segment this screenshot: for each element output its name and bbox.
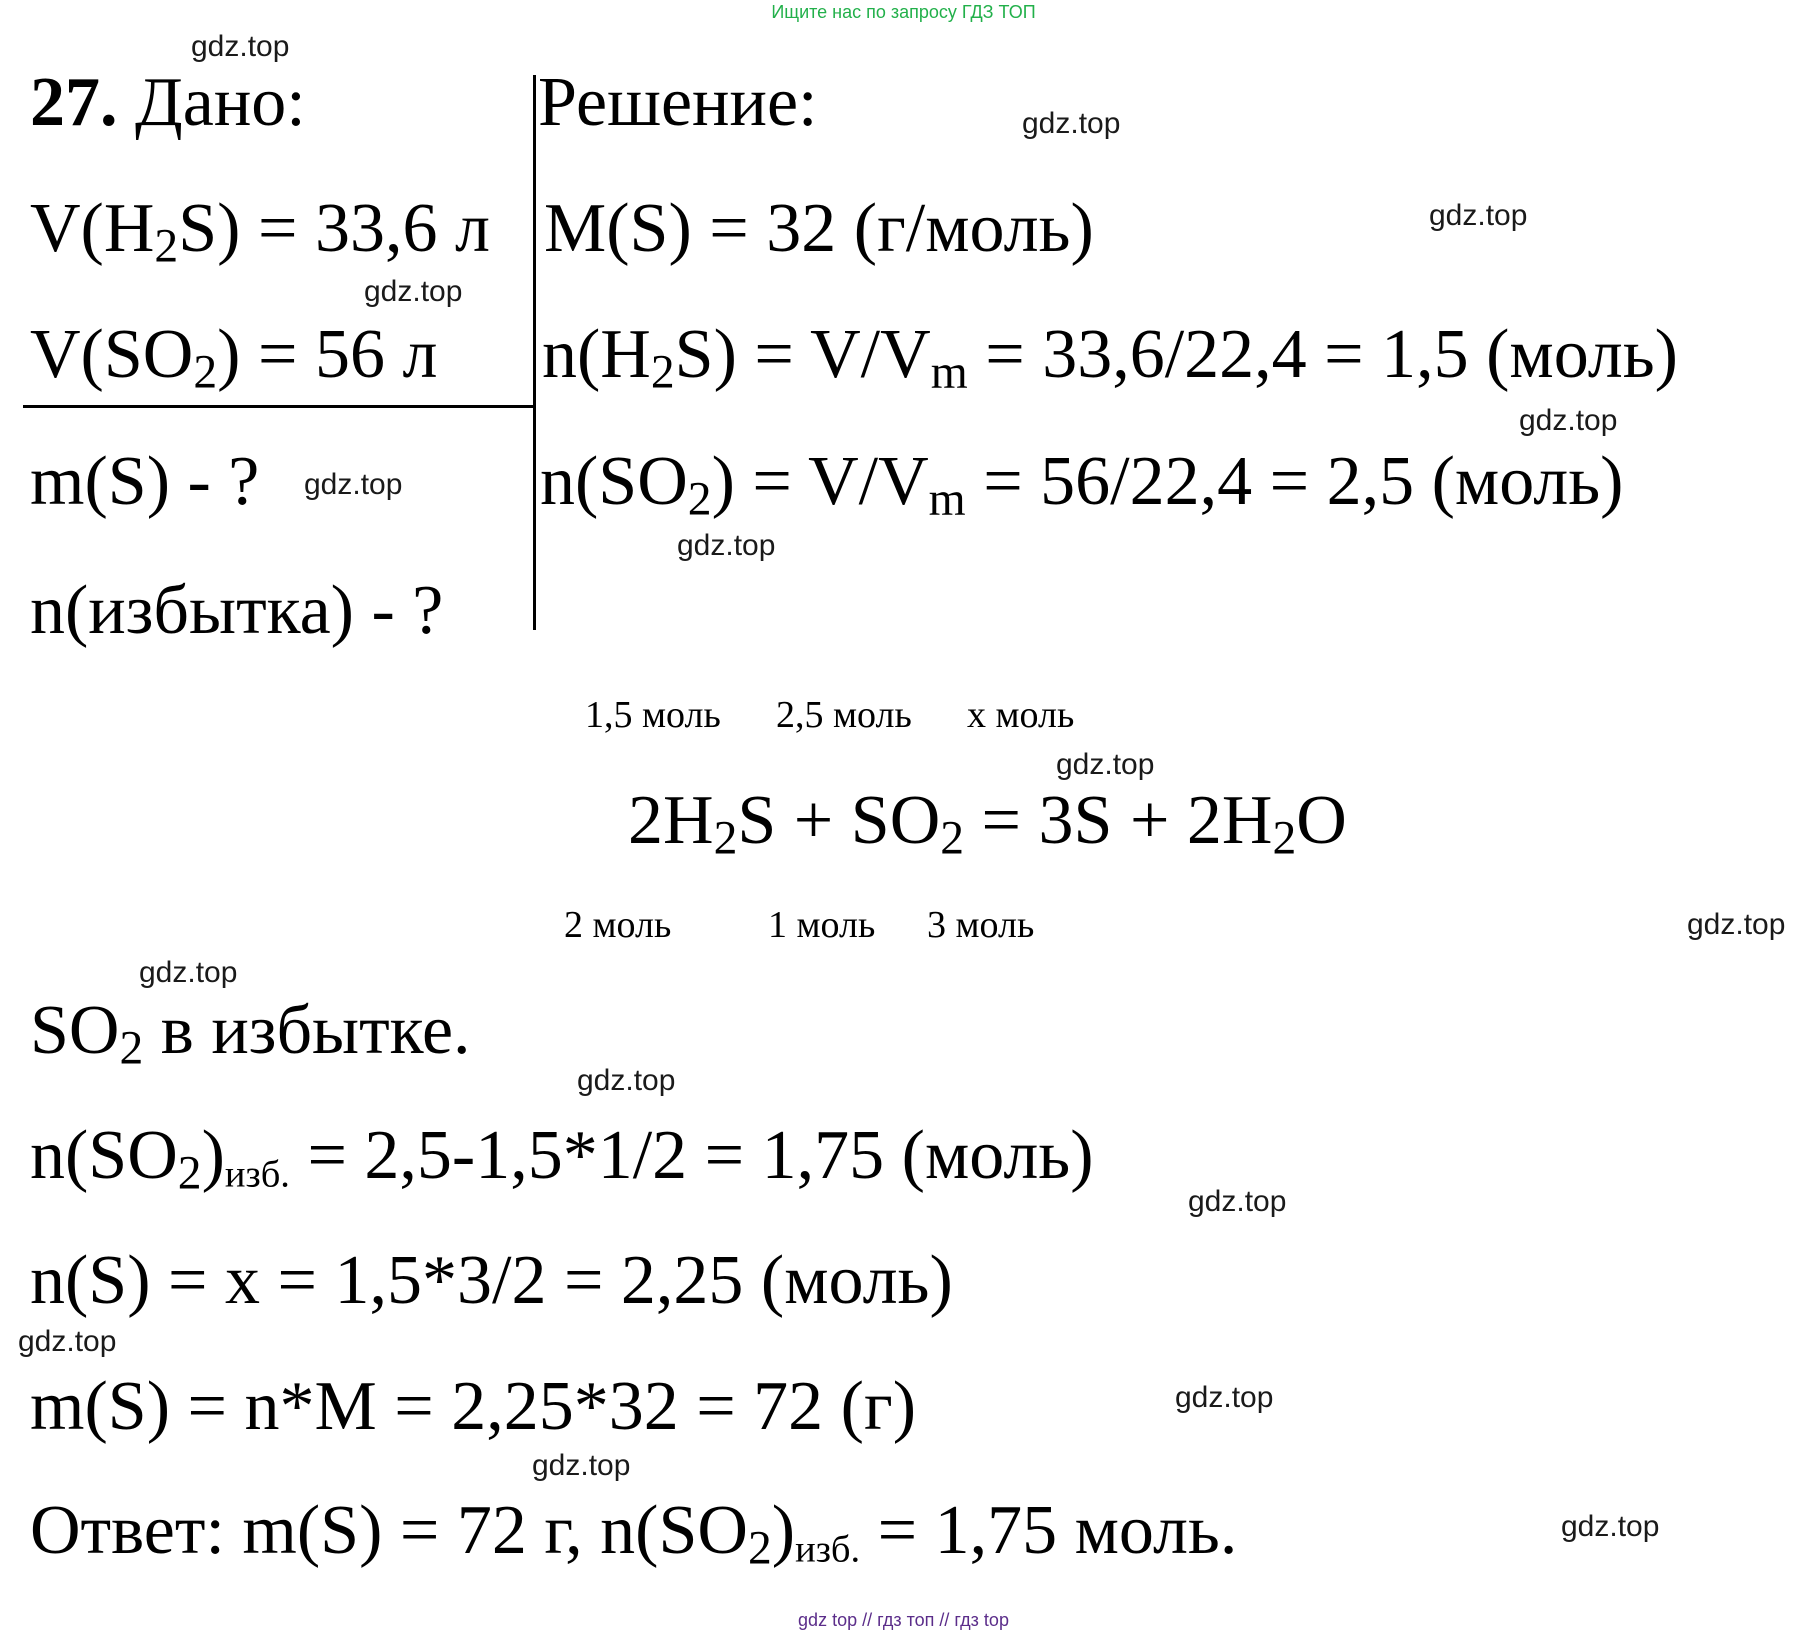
given-divider-horizontal [23,405,534,408]
coef-below-so2: 1 моль [768,904,876,946]
watermark-text: gdz.top [677,529,776,562]
solution-n-so2: $n(SO_2) = V/V_m = 56/22,4 = 2,5$ (моль) [540,443,1624,526]
given-title: Дано: [135,64,306,141]
coef-below-h2s: 2 моль [564,904,672,946]
watermark-text: gdz.top [1519,404,1618,437]
reaction-equation: $2H_2S + SO_2 = 3S + 2H_2O$ [628,782,1347,865]
watermark-text: gdz.top [532,1449,631,1482]
watermark-text: gdz.top [364,275,463,308]
coef-above-h2s: 1,5 моль [585,694,721,736]
solution-molar-mass: M(S) = 32 (г/моль) [544,190,1094,267]
find-mass-s: m(S) - ? [30,443,260,520]
watermark-text: gdz.top [1687,908,1786,941]
watermark-text: gdz.top [18,1325,117,1358]
given-line-h2s: $V(H_2S) = 33,6$ л [30,190,490,273]
given-heading [30,64,306,141]
watermark-text: gdz.top [1175,1381,1274,1414]
watermark-text: gdz.top [304,468,403,501]
watermark-text: gdz.top [139,956,238,989]
coef-below-s: 3 моль [927,904,1035,946]
coef-above-s: x моль [967,694,1075,736]
watermark-text: gdz.top [1056,748,1155,781]
watermark-text: gdz.top [577,1064,676,1097]
given-line-so2: $V(SO_2) = 56$ л [30,316,438,399]
solution-n-h2s: $n(H_2S) = V/V_m = 33,6/22,4 = 1,5$ (моль) [542,316,1678,399]
watermark-text: gdz.top [1561,1510,1660,1543]
excess-statement: $SO_2$ в избытке. [30,992,471,1075]
calc-m-s: m(S) = n*M = 2,25*32 = 72 (г) [30,1368,917,1445]
watermark-text: gdz.top [1429,199,1528,232]
given-divider-vertical [533,75,536,630]
watermark-text: gdz.top [1188,1185,1287,1218]
problem-number: 27. [30,64,118,141]
watermark-text: gdz.top [1022,107,1121,140]
header-note: Ищите нас по запросу ГДЗ ТОП [771,2,1036,22]
find-excess: n(избытка) - ? [30,572,444,649]
footer-note: gdz top // гдз топ // гдз top [798,1610,1009,1630]
calc-n-so2-excess: $n(SO_2)_{изб.} = 2,5-1,5*1/2 = 1,75$ (моль) [30,1117,1094,1200]
answer-line: Ответ: m(S) = 72 г, $n(SO_2)_{изб.} = 1,75$ моль. [30,1492,1238,1575]
watermark-text: gdz.top [191,30,290,63]
calc-n-s: n(S) = x = 1,5*3/2 = 2,25 (моль) [30,1242,953,1319]
coef-above-so2: 2,5 моль [776,694,912,736]
solution-title: Решение: [538,64,818,141]
